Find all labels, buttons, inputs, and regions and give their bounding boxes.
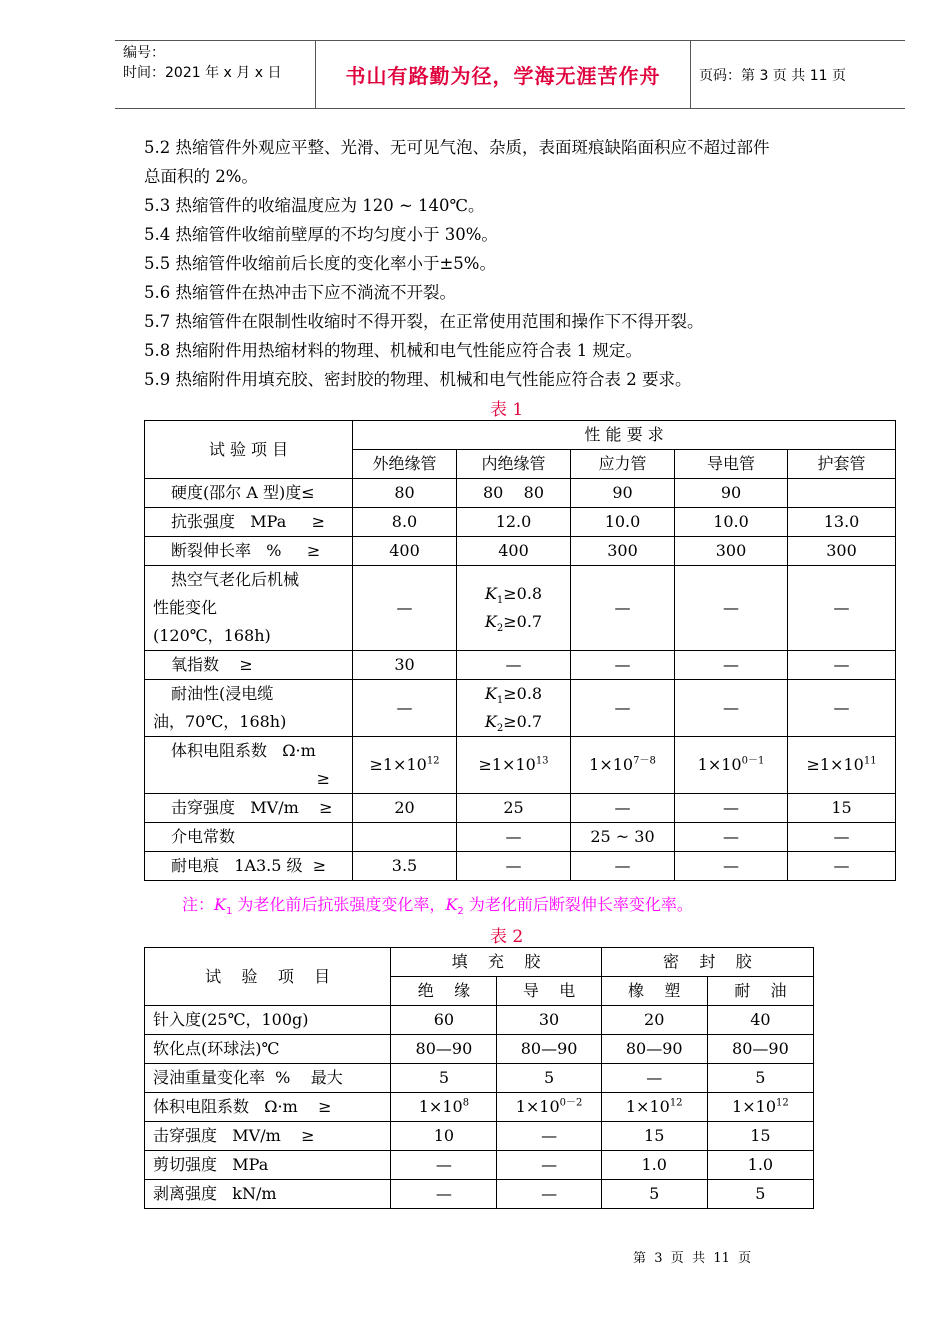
value-exponent: 8 <box>462 1097 470 1109</box>
table-cell: — <box>675 651 788 680</box>
table-cell: 10 <box>391 1122 497 1151</box>
table-cell: 5 <box>497 1064 601 1093</box>
k1-subscript: 1 <box>496 595 504 607</box>
body-text <box>144 133 884 394</box>
table-row <box>145 737 896 794</box>
table-cell: — <box>457 651 571 680</box>
table-cell: 1.0 <box>601 1151 707 1180</box>
table-cell: 300 <box>675 537 788 566</box>
row-label: 击穿强度 MV/m ≥ <box>145 794 353 823</box>
row-label: 击穿强度 MV/m ≥ <box>145 1122 391 1151</box>
table-row <box>145 479 896 508</box>
col-header: 橡 塑 <box>601 977 707 1006</box>
col-header: 应力管 <box>571 450 675 479</box>
table-cell: 30 <box>497 1006 601 1035</box>
row-label: 体积电阻系数 Ω·m ≥ <box>145 1093 391 1122</box>
table-cell <box>457 737 571 794</box>
k1-value: ≥0.8 <box>503 684 543 703</box>
table-cell: — <box>571 680 675 737</box>
table2-group-seal: 密 封 胶 <box>601 948 813 977</box>
doc-id-label: 编号： <box>123 45 165 61</box>
table-cell <box>353 737 457 794</box>
col-header: 导 电 <box>497 977 601 1006</box>
table-cell: 13.0 <box>788 508 896 537</box>
table1-caption: 表 1 <box>490 400 524 420</box>
k1-symbol: K <box>484 584 497 603</box>
value-base: ≥1×10 <box>806 755 864 774</box>
table-cell: 400 <box>353 537 457 566</box>
paragraph-5-9: 5.9 热缩附件用填充胶、密封胶的物理、机械和电气性能应符合表 2 要求。 <box>144 370 692 389</box>
table-cell: 40 <box>707 1006 813 1035</box>
row-label: 介电常数 <box>145 823 353 852</box>
table-cell: 10.0 <box>571 508 675 537</box>
table1-header-group: 性 能 要 求 <box>353 421 896 450</box>
row-label-line: 体积电阻系数 Ω·m <box>171 741 316 760</box>
value-base: 1×10 <box>625 1097 670 1116</box>
table-cell <box>601 1093 707 1122</box>
row-label-line: (120℃，168h) <box>153 626 271 645</box>
table-cell <box>675 737 788 794</box>
table1 <box>144 420 896 881</box>
table-cell: 1.0 <box>707 1151 813 1180</box>
table-row <box>145 1151 814 1180</box>
table2 <box>144 947 814 1209</box>
table-cell: 15 <box>601 1122 707 1151</box>
value-exponent: 7－8 <box>633 755 656 767</box>
paragraph-5-7: 5.7 热缩管件在限制性收缩时不得开裂，在正常使用范围和操作下不得开裂。 <box>144 312 704 331</box>
k1-value: ≥0.8 <box>503 584 543 603</box>
col-header: 护套管 <box>788 450 896 479</box>
table-cell: 10.0 <box>675 508 788 537</box>
table-cell: 300 <box>788 537 896 566</box>
k1-subscript: 1 <box>496 695 504 707</box>
table-row <box>145 680 896 737</box>
table-row <box>145 948 814 977</box>
table-cell: — <box>675 566 788 651</box>
col-header: 导电管 <box>675 450 788 479</box>
row-label <box>145 680 353 737</box>
row-label: 剪切强度 MPa <box>145 1151 391 1180</box>
note-text: 为老化前后断裂伸长率变化率。 <box>463 895 693 914</box>
paragraph-5-4: 5.4 热缩管件收缩前壁厚的不均匀度小于 30%。 <box>144 225 498 244</box>
table-row <box>145 1122 814 1151</box>
col-header: 内绝缘管 <box>457 450 571 479</box>
row-label: 剥离强度 kN/m <box>145 1180 391 1209</box>
value-exponent: 12 <box>426 755 440 767</box>
table-cell: — <box>788 566 896 651</box>
table2-group-fill: 填 充 胶 <box>391 948 601 977</box>
table-cell: 80—90 <box>707 1035 813 1064</box>
note-prefix: 注： <box>182 895 215 914</box>
table-cell: 20 <box>601 1006 707 1035</box>
row-label <box>145 737 353 794</box>
table-cell: — <box>675 680 788 737</box>
table-cell <box>788 737 896 794</box>
table-cell: — <box>353 566 457 651</box>
table-row <box>145 1180 814 1209</box>
table-cell: 60 <box>391 1006 497 1035</box>
value-base: 1×10 <box>697 755 742 774</box>
row-label: 针入度(25℃，100g) <box>145 1006 391 1035</box>
header-motto: 书山有路勤为径，学海无涯苦作舟 <box>315 41 691 108</box>
row-label-line: 热空气老化后机械 <box>171 570 300 589</box>
table-cell: 3.5 <box>353 852 457 881</box>
table1-header-item: 试 验 项 目 <box>145 421 353 479</box>
k2-subscript: 2 <box>496 623 504 635</box>
table-row <box>145 1064 814 1093</box>
table-cell: 25 <box>457 794 571 823</box>
note-k1-symbol: K <box>214 895 226 914</box>
k2-value: ≥0.7 <box>503 612 543 631</box>
row-label: 软化点(环球法)℃ <box>145 1035 391 1064</box>
header-meta <box>123 43 281 83</box>
row-label: 断裂伸长率 % ≥ <box>145 537 353 566</box>
table-cell: 400 <box>457 537 571 566</box>
paragraph-5-5: 5.5 热缩管件收缩前后长度的变化率小于±5%。 <box>144 254 496 273</box>
row-label: 氧指数 ≥ <box>145 651 353 680</box>
row-label: 浸油重量变化率 % 最大 <box>145 1064 391 1093</box>
table-cell: 5 <box>391 1064 497 1093</box>
table-cell: 300 <box>571 537 675 566</box>
k2-value: ≥0.7 <box>503 712 543 731</box>
col-header: 耐 油 <box>707 977 813 1006</box>
table-cell <box>457 680 571 737</box>
table-cell: 5 <box>707 1180 813 1209</box>
table-cell: 5 <box>601 1180 707 1209</box>
table-cell: 80 <box>353 479 457 508</box>
note-k2-subscript: 2 <box>457 906 464 918</box>
table-cell: — <box>675 852 788 881</box>
paragraph-5-8: 5.8 热缩附件用热缩材料的物理、机械和电气性能应符合表 1 规定。 <box>144 341 642 360</box>
page-footer: 第 3 页 共 11 页 <box>633 1251 752 1266</box>
table-cell: 80—90 <box>497 1035 601 1064</box>
table-cell: 80 80 <box>457 479 571 508</box>
table-row <box>145 421 896 450</box>
table-row <box>145 508 896 537</box>
table1-note <box>182 892 693 918</box>
k2-symbol: K <box>484 612 497 631</box>
value-exponent: 0－1 <box>741 755 765 767</box>
table-cell: — <box>571 852 675 881</box>
row-label-line: 性能变化 <box>153 598 218 617</box>
header-page-label: 页码：第 3 页 共 11 页 <box>699 67 846 84</box>
page-header <box>115 40 905 109</box>
value-base: ≥1×10 <box>369 755 427 774</box>
row-label-line: ≥ <box>316 769 330 788</box>
table-cell: — <box>497 1151 601 1180</box>
table-cell <box>457 566 571 651</box>
col-header: 外绝缘管 <box>353 450 457 479</box>
table-cell: — <box>788 852 896 881</box>
table-row <box>145 852 896 881</box>
table-cell: 8.0 <box>353 508 457 537</box>
value-exponent: 11 <box>863 755 877 767</box>
table-cell: 12.0 <box>457 508 571 537</box>
row-label: 硬度(邵尔 A 型)度≤ <box>145 479 353 508</box>
table-cell: 80—90 <box>391 1035 497 1064</box>
table-cell: — <box>571 566 675 651</box>
table-cell: — <box>457 852 571 881</box>
table2-caption: 表 2 <box>490 927 524 947</box>
col-header: 绝 缘 <box>391 977 497 1006</box>
paragraph-5-6: 5.6 热缩管件在热冲击下应不淌流不开裂。 <box>144 283 456 302</box>
note-text: 为老化前后抗张强度变化率， <box>232 895 446 914</box>
table-cell: 90 <box>571 479 675 508</box>
table-cell <box>571 737 675 794</box>
paragraph-5-3: 5.3 热缩管件的收缩温度应为 120 ~ 140℃。 <box>144 196 485 215</box>
k2-subscript: 2 <box>496 723 504 735</box>
note-k1-subscript: 1 <box>225 906 233 918</box>
table-cell: 80—90 <box>601 1035 707 1064</box>
table-cell: — <box>571 794 675 823</box>
table-cell: — <box>353 680 457 737</box>
table-cell: — <box>457 823 571 852</box>
table-cell: — <box>601 1064 707 1093</box>
row-label: 耐电痕 1A3.5 级 ≥ <box>145 852 353 881</box>
value-base: 1×10 <box>418 1097 463 1116</box>
table-cell <box>497 1093 601 1122</box>
k2-symbol: K <box>484 712 497 731</box>
table-cell <box>353 823 457 852</box>
value-base: ≥1×10 <box>478 755 536 774</box>
table-cell: 30 <box>353 651 457 680</box>
table-cell: — <box>675 794 788 823</box>
note-k2-symbol: K <box>445 895 458 914</box>
doc-time-label: 时间：2021 年 x 月 x 日 <box>123 65 282 81</box>
table-row <box>145 1006 814 1035</box>
row-label-line: 耐油性(浸电缆 <box>171 684 274 703</box>
table-cell: — <box>788 680 896 737</box>
value-base: 1×10 <box>515 1097 560 1116</box>
value-exponent: 12 <box>669 1097 683 1109</box>
table-cell: — <box>497 1122 601 1151</box>
paragraph-5-2-cont: 总面积的 2%。 <box>144 167 258 186</box>
table-cell: 25 ~ 30 <box>571 823 675 852</box>
table-cell <box>391 1093 497 1122</box>
paragraph-5-2: 5.2 热缩管件外观应平整、光滑、无可见气泡、杂质，表面斑痕缺陷面积应不超过部件 <box>144 138 770 157</box>
table-row <box>145 566 896 651</box>
table-cell: — <box>788 651 896 680</box>
k1-symbol: K <box>484 684 497 703</box>
table-cell <box>788 479 896 508</box>
table-row <box>145 823 896 852</box>
table-cell: 15 <box>788 794 896 823</box>
table-cell: — <box>391 1180 497 1209</box>
value-base: 1×10 <box>732 1097 776 1116</box>
table-row <box>145 1093 814 1122</box>
table-cell: — <box>391 1151 497 1180</box>
table-cell: — <box>788 823 896 852</box>
table-row <box>145 537 896 566</box>
row-label-line: 油，70℃，168h) <box>153 712 287 731</box>
table-cell: — <box>497 1180 601 1209</box>
table-cell: — <box>571 651 675 680</box>
table-cell: 15 <box>707 1122 813 1151</box>
table-row <box>145 651 896 680</box>
value-base: 1×10 <box>589 755 634 774</box>
table2-header-item: 试 验 项 目 <box>145 948 391 1006</box>
row-label <box>145 566 353 651</box>
table-cell <box>707 1093 813 1122</box>
value-exponent: 12 <box>776 1097 789 1109</box>
table-cell: — <box>675 823 788 852</box>
table-row <box>145 794 896 823</box>
value-exponent: 13 <box>535 755 549 767</box>
table-cell: 20 <box>353 794 457 823</box>
table-cell: 90 <box>675 479 788 508</box>
table-cell: 5 <box>707 1064 813 1093</box>
table-row <box>145 1035 814 1064</box>
value-exponent: 0－2 <box>559 1097 583 1109</box>
row-label: 抗张强度 MPa ≥ <box>145 508 353 537</box>
